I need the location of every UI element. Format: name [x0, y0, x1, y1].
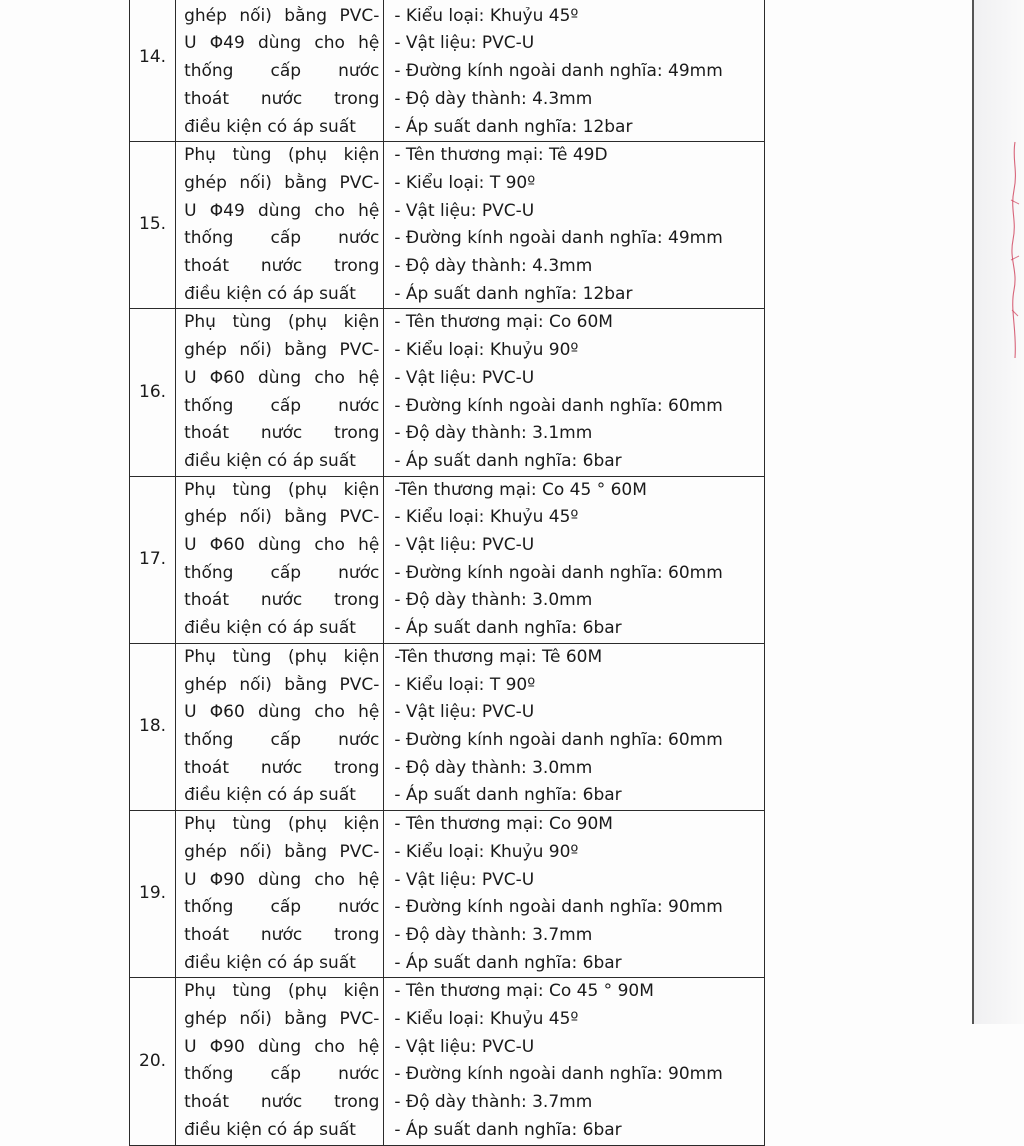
- spec-line: - Độ dày thành: 4.3mm: [394, 88, 593, 109]
- product-name-line: U Φ60 dùng cho hệ: [184, 367, 380, 388]
- product-name-line: Phụ tùng (phụ kiện: [184, 981, 380, 1002]
- spec-line: -Tên thương mại: Co 45 ° 60M: [394, 479, 647, 500]
- product-name-line: U Φ49 dùng cho hệ: [184, 33, 380, 54]
- product-name-line: điều kiện có áp suất: [184, 283, 356, 304]
- spec-line: - Độ dày thành: 3.7mm: [394, 924, 593, 945]
- spec-line: - Áp suất danh nghĩa: 6bar: [394, 785, 622, 806]
- product-name-line: U Φ60 dùng cho hệ: [184, 535, 380, 556]
- row-number: 20.: [130, 978, 176, 1145]
- handwritten-margin-mark: [1008, 140, 1022, 360]
- product-name-line: điều kiện có áp suất: [184, 618, 356, 639]
- product-name-line: ghép nối) bằng PVC-: [184, 172, 380, 193]
- spec-line: - Độ dày thành: 3.0mm: [394, 757, 593, 778]
- table-row: [130, 142, 765, 309]
- spec-line: - Áp suất danh nghĩa: 6bar: [394, 952, 622, 973]
- spec-line: -Tên thương mại: Tê 60M: [394, 646, 603, 667]
- spec-line: - Tên thương mại: Co 90M: [394, 814, 613, 835]
- spec-line: - Vật liệu: PVC-U: [394, 869, 535, 890]
- product-name-cell: [176, 142, 384, 309]
- product-spec-cell: [384, 309, 765, 476]
- product-name-line: ghép nối) bằng PVC-: [184, 1009, 380, 1030]
- product-name-cell: [176, 476, 384, 643]
- spec-line: - Tên thương mại: Tê 49D: [394, 145, 608, 166]
- product-name-line: điều kiện có áp suất: [184, 785, 356, 806]
- product-spec-cell: [384, 0, 765, 142]
- row-number: 18.: [130, 643, 176, 810]
- spec-line: - Kiểu loại: T 90º: [394, 674, 536, 695]
- product-name-line: thống cấp nước: [184, 1064, 380, 1085]
- row-number: 16.: [130, 309, 176, 476]
- row-number: 14.: [130, 0, 176, 142]
- spec-line: - Áp suất danh nghĩa: 6bar: [394, 450, 622, 471]
- product-name-line: thống cấp nước: [184, 228, 380, 249]
- product-name-cell: [176, 978, 384, 1145]
- row-number: 17.: [130, 476, 176, 643]
- product-name-line: ghép nối) bằng PVC-: [184, 841, 380, 862]
- table-row: [130, 643, 765, 810]
- product-spec-cell: [384, 643, 765, 810]
- spec-line: - Đường kính ngoài danh nghĩa: 60mm: [394, 395, 723, 416]
- spec-line: - Độ dày thành: 4.3mm: [394, 256, 593, 277]
- spec-line: - Đường kính ngoài danh nghĩa: 49mm: [394, 61, 723, 82]
- spec-line: - Tên thương mại: Co 45 ° 90M: [394, 981, 654, 1002]
- product-name-line: thoát nước trong: [184, 423, 380, 444]
- spec-line: - Tên thương mại: Co 60M: [394, 312, 613, 333]
- spec-line: - Đường kính ngoài danh nghĩa: 90mm: [394, 1064, 723, 1085]
- product-name-line: Phụ tùng (phụ kiện: [184, 479, 380, 500]
- product-name-line: điều kiện có áp suất: [184, 116, 356, 137]
- product-name-line: U Φ90 dùng cho hệ: [184, 1036, 380, 1057]
- spec-line: - Vật liệu: PVC-U: [394, 200, 535, 221]
- product-name-line: Phụ tùng (phụ kiện: [184, 646, 380, 667]
- spec-line: - Áp suất danh nghĩa: 12bar: [394, 116, 633, 137]
- product-spec-cell: [384, 142, 765, 309]
- spec-line: - Độ dày thành: 3.1mm: [394, 423, 593, 444]
- product-name-line: thống cấp nước: [184, 729, 380, 750]
- table-row: [130, 811, 765, 978]
- table-row: [130, 309, 765, 476]
- product-name-cell: [176, 309, 384, 476]
- product-spec-cell: [384, 811, 765, 978]
- spec-line: - Đường kính ngoài danh nghĩa: 49mm: [394, 228, 723, 249]
- spec-line: - Kiểu loại: Khuỷu 45º: [394, 507, 579, 528]
- spec-line: - Kiểu loại: Khuỷu 45º: [394, 1009, 579, 1030]
- product-name-line: Phụ tùng (phụ kiện: [184, 145, 380, 166]
- product-name-line: thoát nước trong: [184, 924, 380, 945]
- product-name-line: điều kiện có áp suất: [184, 450, 356, 471]
- spec-line: - Áp suất danh nghĩa: 12bar: [394, 283, 633, 304]
- product-spec-cell: [384, 978, 765, 1145]
- product-name-line: U Φ49 dùng cho hệ: [184, 200, 380, 221]
- spec-line: - Kiểu loại: T 90º: [394, 172, 536, 193]
- product-name-line: điều kiện có áp suất: [184, 1119, 356, 1140]
- spec-line: - Vật liệu: PVC-U: [394, 367, 535, 388]
- product-name-line: thoát nước trong: [184, 88, 380, 109]
- product-name-line: thoát nước trong: [184, 590, 380, 611]
- product-name-line: thống cấp nước: [184, 562, 380, 583]
- table-row: [130, 978, 765, 1145]
- product-name-line: thống cấp nước: [184, 897, 380, 918]
- spec-line: - Áp suất danh nghĩa: 6bar: [394, 618, 622, 639]
- product-name-line: ghép nối) bằng PVC-: [184, 5, 380, 26]
- spec-line: - Kiểu loại: Khuỷu 90º: [394, 340, 579, 361]
- spec-line: - Vật liệu: PVC-U: [394, 1036, 535, 1057]
- product-name-line: ghép nối) bằng PVC-: [184, 340, 380, 361]
- product-spec-cell: [384, 476, 765, 643]
- spec-line: - Đường kính ngoài danh nghĩa: 60mm: [394, 729, 723, 750]
- product-name-line: thoát nước trong: [184, 1092, 380, 1113]
- spec-line: - Độ dày thành: 3.7mm: [394, 1092, 593, 1113]
- spec-line: - Vật liệu: PVC-U: [394, 702, 535, 723]
- product-name-cell: [176, 811, 384, 978]
- product-name-line: U Φ90 dùng cho hệ: [184, 869, 380, 890]
- row-number: 15.: [130, 142, 176, 309]
- spec-line: - Đường kính ngoài danh nghĩa: 60mm: [394, 562, 723, 583]
- table-row: [130, 476, 765, 643]
- spec-line: - Áp suất danh nghĩa: 6bar: [394, 1119, 622, 1140]
- spec-line: - Kiểu loại: Khuỷu 90º: [394, 841, 579, 862]
- spec-line: - Đường kính ngoài danh nghĩa: 90mm: [394, 897, 723, 918]
- table-row: [130, 0, 765, 142]
- product-name-line: thống cấp nước: [184, 395, 380, 416]
- product-spec-table: [129, 0, 765, 1146]
- product-name-line: điều kiện có áp suất: [184, 952, 356, 973]
- product-name-cell: [176, 0, 384, 142]
- table-body: [130, 0, 765, 1145]
- product-name-line: ghép nối) bằng PVC-: [184, 507, 380, 528]
- product-name-line: U Φ60 dùng cho hệ: [184, 702, 380, 723]
- page-border-line: [972, 0, 974, 1024]
- product-name-line: ghép nối) bằng PVC-: [184, 674, 380, 695]
- product-name-cell: [176, 643, 384, 810]
- spec-line: - Độ dày thành: 3.0mm: [394, 590, 593, 611]
- product-name-line: thoát nước trong: [184, 757, 380, 778]
- product-name-line: thống cấp nước: [184, 61, 380, 82]
- spec-line: - Vật liệu: PVC-U: [394, 535, 535, 556]
- row-number: 19.: [130, 811, 176, 978]
- spec-line: - Kiểu loại: Khuỷu 45º: [394, 5, 579, 26]
- product-name-line: Phụ tùng (phụ kiện: [184, 312, 380, 333]
- product-name-line: thoát nước trong: [184, 256, 380, 277]
- product-name-line: Phụ tùng (phụ kiện: [184, 814, 380, 835]
- spec-line: - Vật liệu: PVC-U: [394, 33, 535, 54]
